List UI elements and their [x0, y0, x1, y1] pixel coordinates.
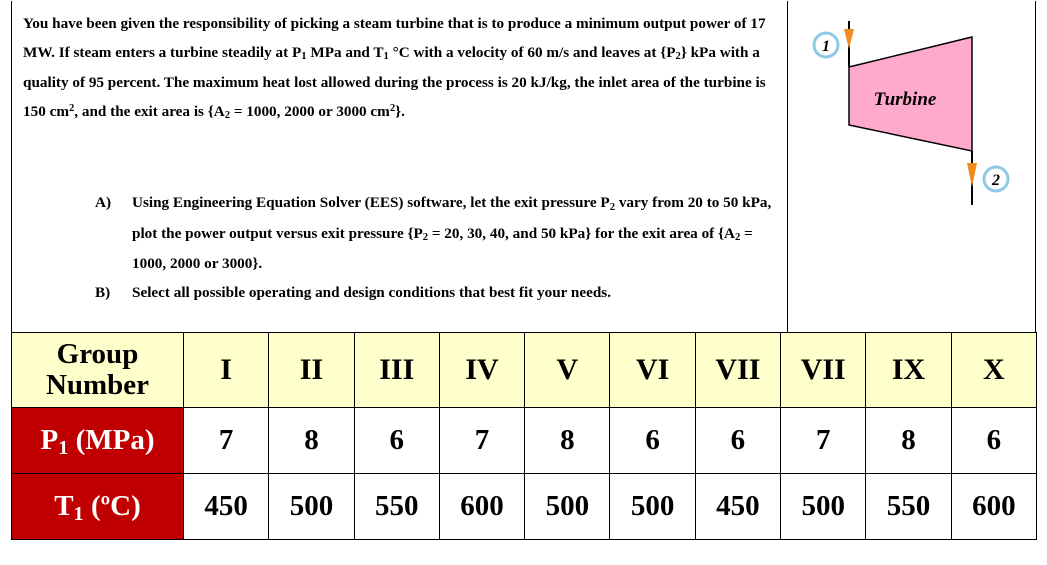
table-cell: 7 — [184, 408, 269, 474]
group-cell: VII — [781, 333, 866, 408]
table-cell: 7 — [781, 408, 866, 474]
group-cell: X — [951, 333, 1036, 408]
problem-intro: You have been given the responsibility of picking a steam turbine that is to produce a minimum output power of 17 MW. If steam enters a turbine steadily at $P_1$ MPa and $T_1$ °C with a velocity of 60 m/s and leaves at $\{P_2\}$ kPa with a quality of 95 percent. The maximum heat lost allowed during the process is 20 kJ/kg, the inlet area of the turbine is 150 $cm^2$, and the exit area is {$A_2 = 1000$, 2000 or 3000 $cm^2$}. — [23, 15, 766, 122]
group-cell: V — [525, 333, 610, 408]
table-cell: 7 — [439, 408, 524, 474]
table-cell: 6 — [951, 408, 1036, 474]
task-item-b: B) Select all possible operating and design conditions that best fit your needs. — [95, 279, 785, 308]
group-cell: VI — [610, 333, 695, 408]
group-cell: III — [354, 333, 439, 408]
group-cell: I — [184, 333, 269, 408]
t1-row-header: $T_1$ (ºC) — [12, 474, 184, 540]
table-cell: 6 — [695, 408, 780, 474]
table-cell: 500 — [610, 474, 695, 540]
task-list — [95, 189, 785, 307]
table-cell: 500 — [781, 474, 866, 540]
outlet-arrow-icon — [967, 163, 977, 187]
turbine-label: Turbine — [873, 89, 937, 110]
table-cell: 450 — [695, 474, 780, 540]
state-1-label: 1 — [822, 38, 830, 55]
table-cell: 500 — [525, 474, 610, 540]
group-cell: IV — [439, 333, 524, 408]
inlet-arrow-icon — [844, 29, 854, 49]
problem-statement — [11, 1, 788, 332]
p1-row-header: $P_1$ (MPa) — [12, 408, 184, 474]
table-cell: 600 — [951, 474, 1036, 540]
task-marker: A) — [95, 194, 112, 211]
table-row-p1 — [12, 408, 1037, 474]
state-2-label: 2 — [992, 172, 1000, 189]
group-number-header: Group Number — [12, 333, 184, 408]
table-row-t1 — [12, 474, 1037, 540]
group-cell: II — [269, 333, 354, 408]
table-cell: 550 — [866, 474, 951, 540]
task-item-a: A) Using Engineering Equation Solver (EES) software, let the exit pressure $P_2$ vary from 20 to 50 kPa, plot the power output versus exit pressure {$P_2 = 20$, 30, 40, and 50 kPa} for the exit area of {$A_2 = 1000$, 2000 or 3000}. — [95, 189, 785, 279]
turbine-diagram — [788, 1, 1035, 331]
table-cell: 8 — [525, 408, 610, 474]
task-marker: B) — [95, 283, 111, 301]
table-cell: 8 — [269, 408, 354, 474]
table-cell: 450 — [184, 474, 269, 540]
turbine-figure — [788, 1, 1036, 332]
group-data-table — [11, 332, 1037, 540]
table-cell: 6 — [610, 408, 695, 474]
group-cell: VII — [695, 333, 780, 408]
table-cell: 550 — [354, 474, 439, 540]
table-cell: 8 — [866, 408, 951, 474]
table-cell: 6 — [354, 408, 439, 474]
table-header-row — [12, 333, 1037, 408]
group-cell: IX — [866, 333, 951, 408]
table-cell: 500 — [269, 474, 354, 540]
table-cell: 600 — [439, 474, 524, 540]
